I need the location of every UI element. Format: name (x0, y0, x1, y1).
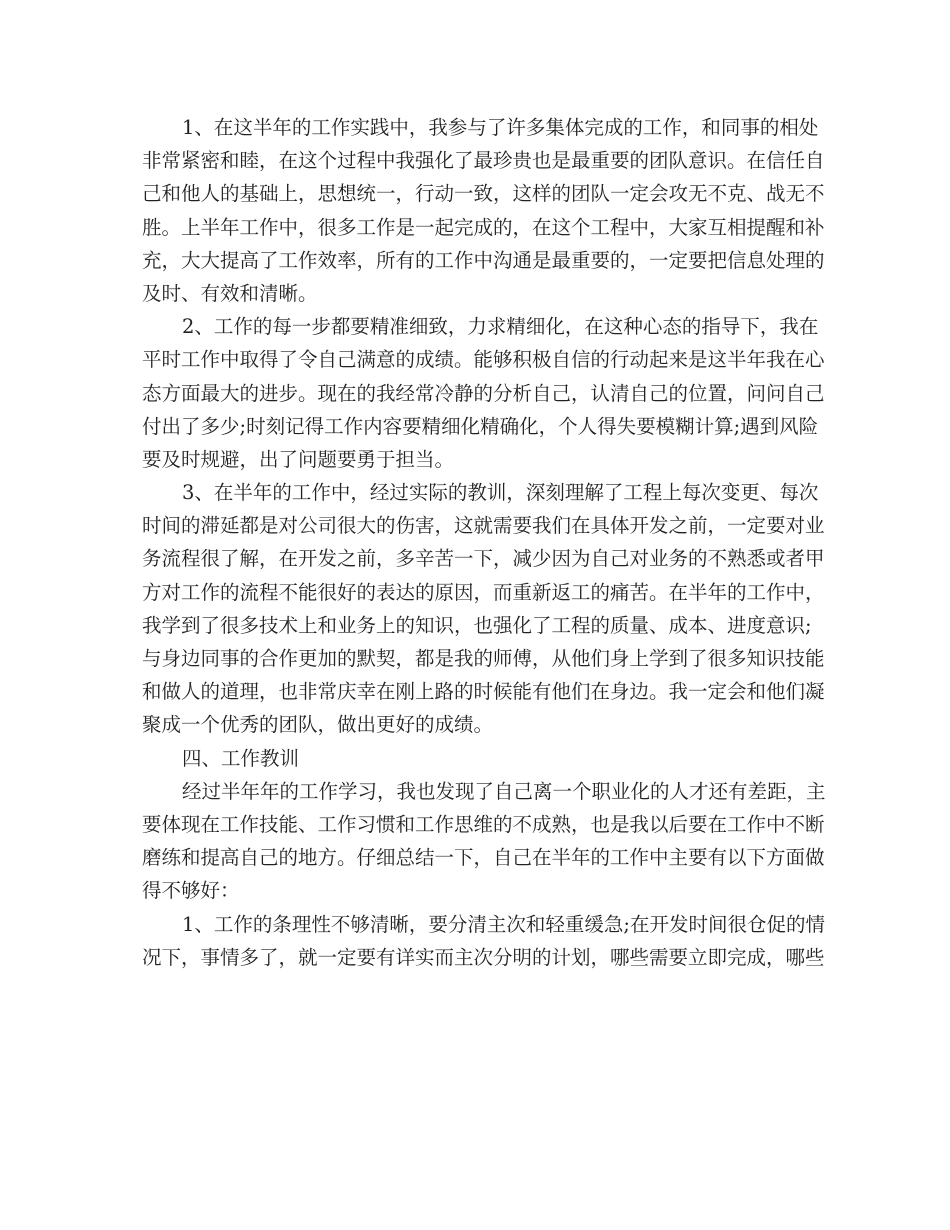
text-line: 1、在这半年的工作实践中，我参与了许多集体完成的工作，和同事的相处 (182, 116, 819, 139)
text-line: 磨练和提高自己的地方。仔细总结一下，自己在半年的工作中主要有以下方面做 (142, 846, 825, 870)
text-line: 态方面最大的进步。现在的我经常冷静的分析自己，认清自己的位置，问问自己 (142, 381, 825, 405)
text-line: 要及时规避，出了问题要勇于担当。 (142, 447, 455, 471)
text-line: 及时、有效和清晰。 (142, 281, 318, 305)
document-body (142, 111, 826, 974)
text-line: 和做人的道理，也非常庆幸在刚上路的时候能有他们在身边。我一定会和他们凝 (142, 680, 825, 704)
paragraph (142, 908, 825, 974)
text-line: 得不够好： (142, 879, 240, 903)
text-line: 己和他人的基础上，思想统一，行动一致，这样的团队一定会攻无不克、战无不 (142, 182, 825, 206)
section-heading-text: 四、工作教训 (182, 746, 300, 770)
text-line: 3、在半年的工作中，经过实际的教训，深刻理解了工程上每次变更、每次 (182, 481, 819, 505)
text-line: 平时工作中取得了令自己满意的成绩。能够积极自信的行动起来是这半年我在心 (142, 348, 825, 372)
text-line: 方对工作的流程不能很好的表达的原因，而重新返工的痛苦。在半年的工作中， (142, 580, 825, 604)
text-line: 聚成一个优秀的团队，做出更好的成绩。 (142, 713, 494, 737)
text-line: 付出了多少;时刻记得工作内容要精细化精确化，个人得失要模糊计算;遇到风险 (142, 414, 819, 438)
paragraph (142, 111, 825, 310)
section-heading (142, 742, 806, 775)
text-line: 胜。上半年工作中，很多工作是一起完成的，在这个工程中，大家互相提醒和补 (142, 215, 825, 239)
text-line: 与身边同事的合作更加的默契，都是我的师傅，从他们身上学到了很多知识技能 (142, 647, 825, 670)
paragraph (142, 476, 825, 742)
paragraph (142, 310, 825, 476)
text-line: 务流程很了解，在开发之前，多辛苦一下，减少因为自己对业务的不熟悉或者甲 (142, 547, 825, 571)
text-line: 时间的滞延都是对公司很大的伤害，这就需要我们在具体开发之前，一定要对业 (142, 514, 825, 538)
text-line: 经过半年年的工作学习，我也发现了自己离一个职业化的人才还有差距，主 (182, 779, 826, 803)
text-line: 2、工作的每一步都要精准细致，力求精细化，在这种心态的指导下，我在 (182, 315, 819, 339)
paragraph (142, 775, 826, 908)
text-line: 况下，事情多了，就一定要有详实而主次分明的计划，哪些需要立即完成，哪些 (142, 945, 825, 969)
text-line: 我学到了很多技术上和业务上的知识，也强化了工程的质量、成本、进度意识; (142, 613, 812, 637)
text-line: 要体现在工作技能、工作习惯和工作思维的不成熟，也是我以后要在工作中不断 (142, 812, 825, 836)
text-line: 1、工作的条理性不够清晰，要分清主次和轻重缓急;在开发时间很仓促的情 (182, 912, 825, 936)
text-line: 充，大大提高了工作效率，所有的工作中沟通是最重要的，一定要把信息处理的 (142, 248, 825, 272)
text-line: 非常紧密和睦，在这个过程中我强化了最珍贵也是最重要的团队意识。在信任自 (142, 149, 825, 173)
